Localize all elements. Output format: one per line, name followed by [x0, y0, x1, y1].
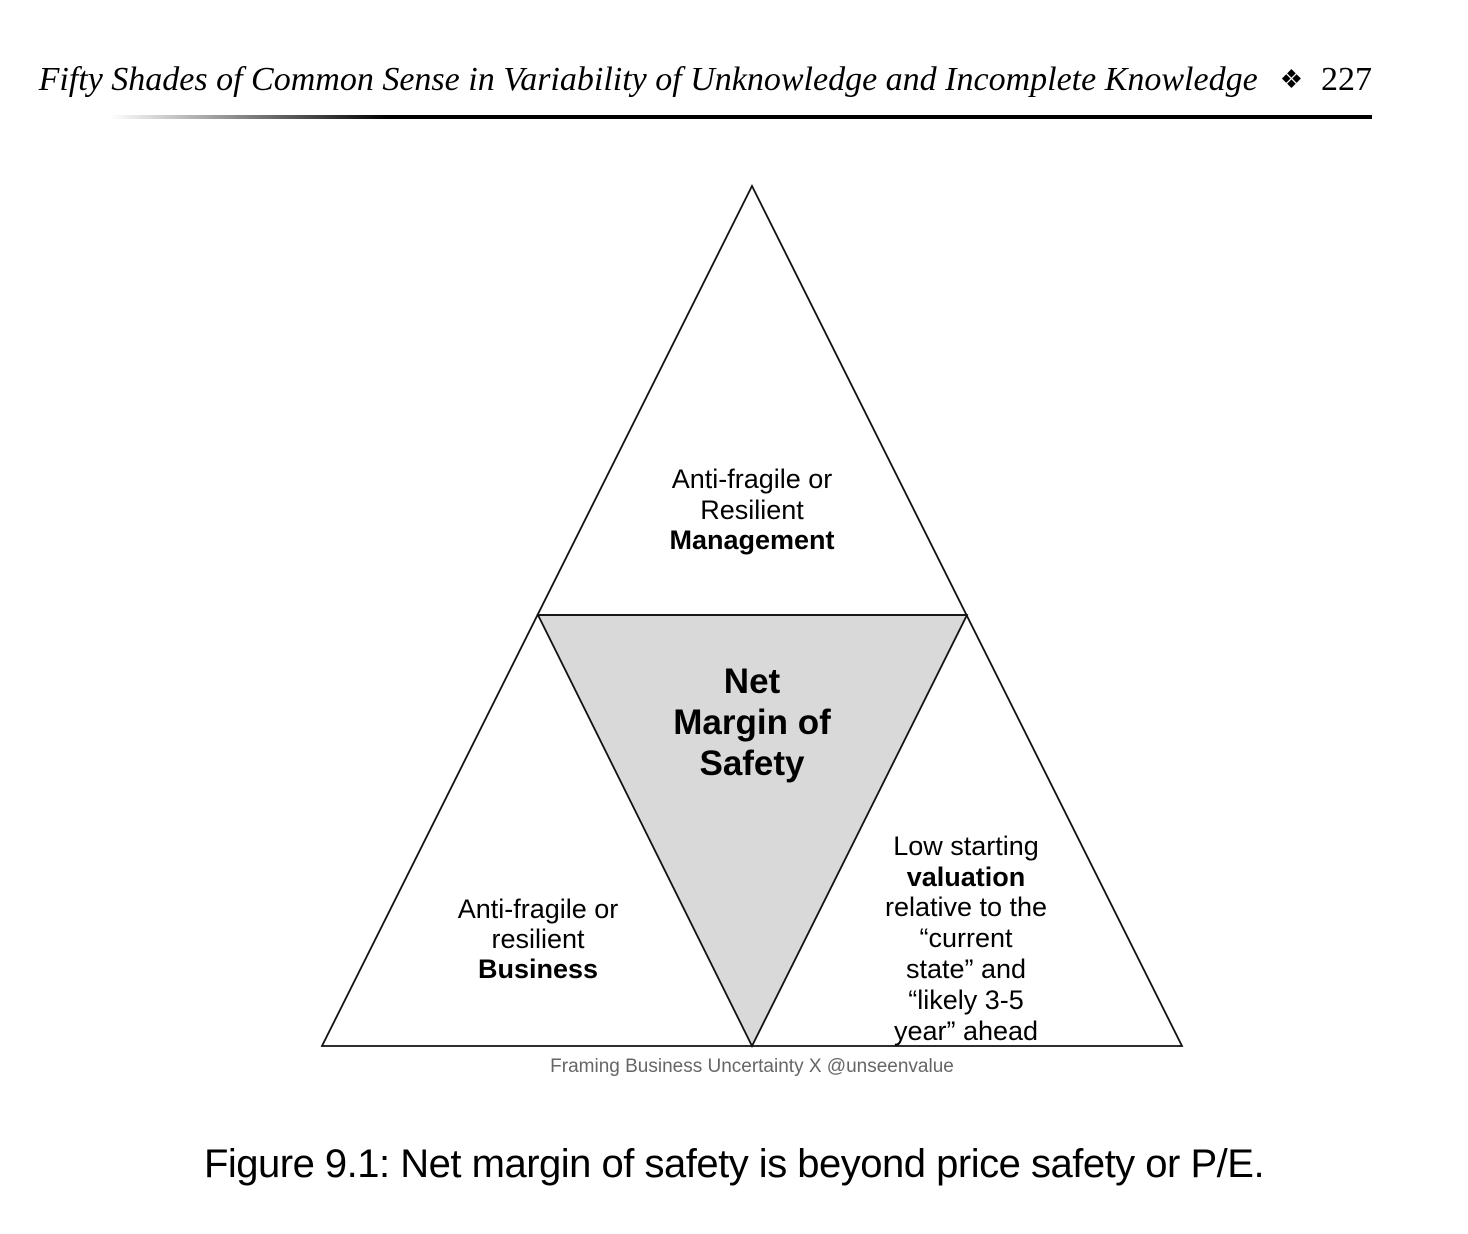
right-triangle-line-4: “current [919, 923, 1013, 953]
diagram-credit: Framing Business Uncertainty X @unseenvalue [550, 1056, 954, 1077]
center-triangle-line-3: Safety [699, 744, 805, 783]
right-triangle-line-3: relative to the [884, 892, 1048, 922]
top-triangle-line-3: Management [669, 525, 835, 555]
right-triangle-line-5: state” and [905, 954, 1027, 984]
top-triangle-line-1: Anti-fragile or [671, 464, 833, 494]
running-header-title: Fifty Shades of Common Sense in Variability of Unknowledge and Incomplete Knowledge [38, 61, 1258, 98]
top-triangle-line-2: Resilient [700, 495, 804, 525]
right-triangle-line-1: Low starting [893, 831, 1039, 861]
right-triangle-line-7: year” ahead [893, 1016, 1039, 1046]
center-triangle-line-2: Margin of [673, 703, 831, 742]
left-triangle-line-1: Anti-fragile or [457, 894, 619, 924]
right-triangle-line-6: “likely 3-5 [908, 985, 1024, 1015]
page-number: 227 [1321, 61, 1372, 98]
left-triangle-line-3: Business [477, 954, 599, 984]
ornament-icon: ❖ [1279, 65, 1303, 94]
figure-caption: Figure 9.1: Net margin of safety is beyond price safety or P/E. [203, 1142, 1265, 1186]
right-triangle-line-2: valuation [906, 862, 1026, 892]
center-triangle-line-1: Net [723, 662, 781, 701]
left-triangle-line-2: resilient [491, 924, 585, 954]
